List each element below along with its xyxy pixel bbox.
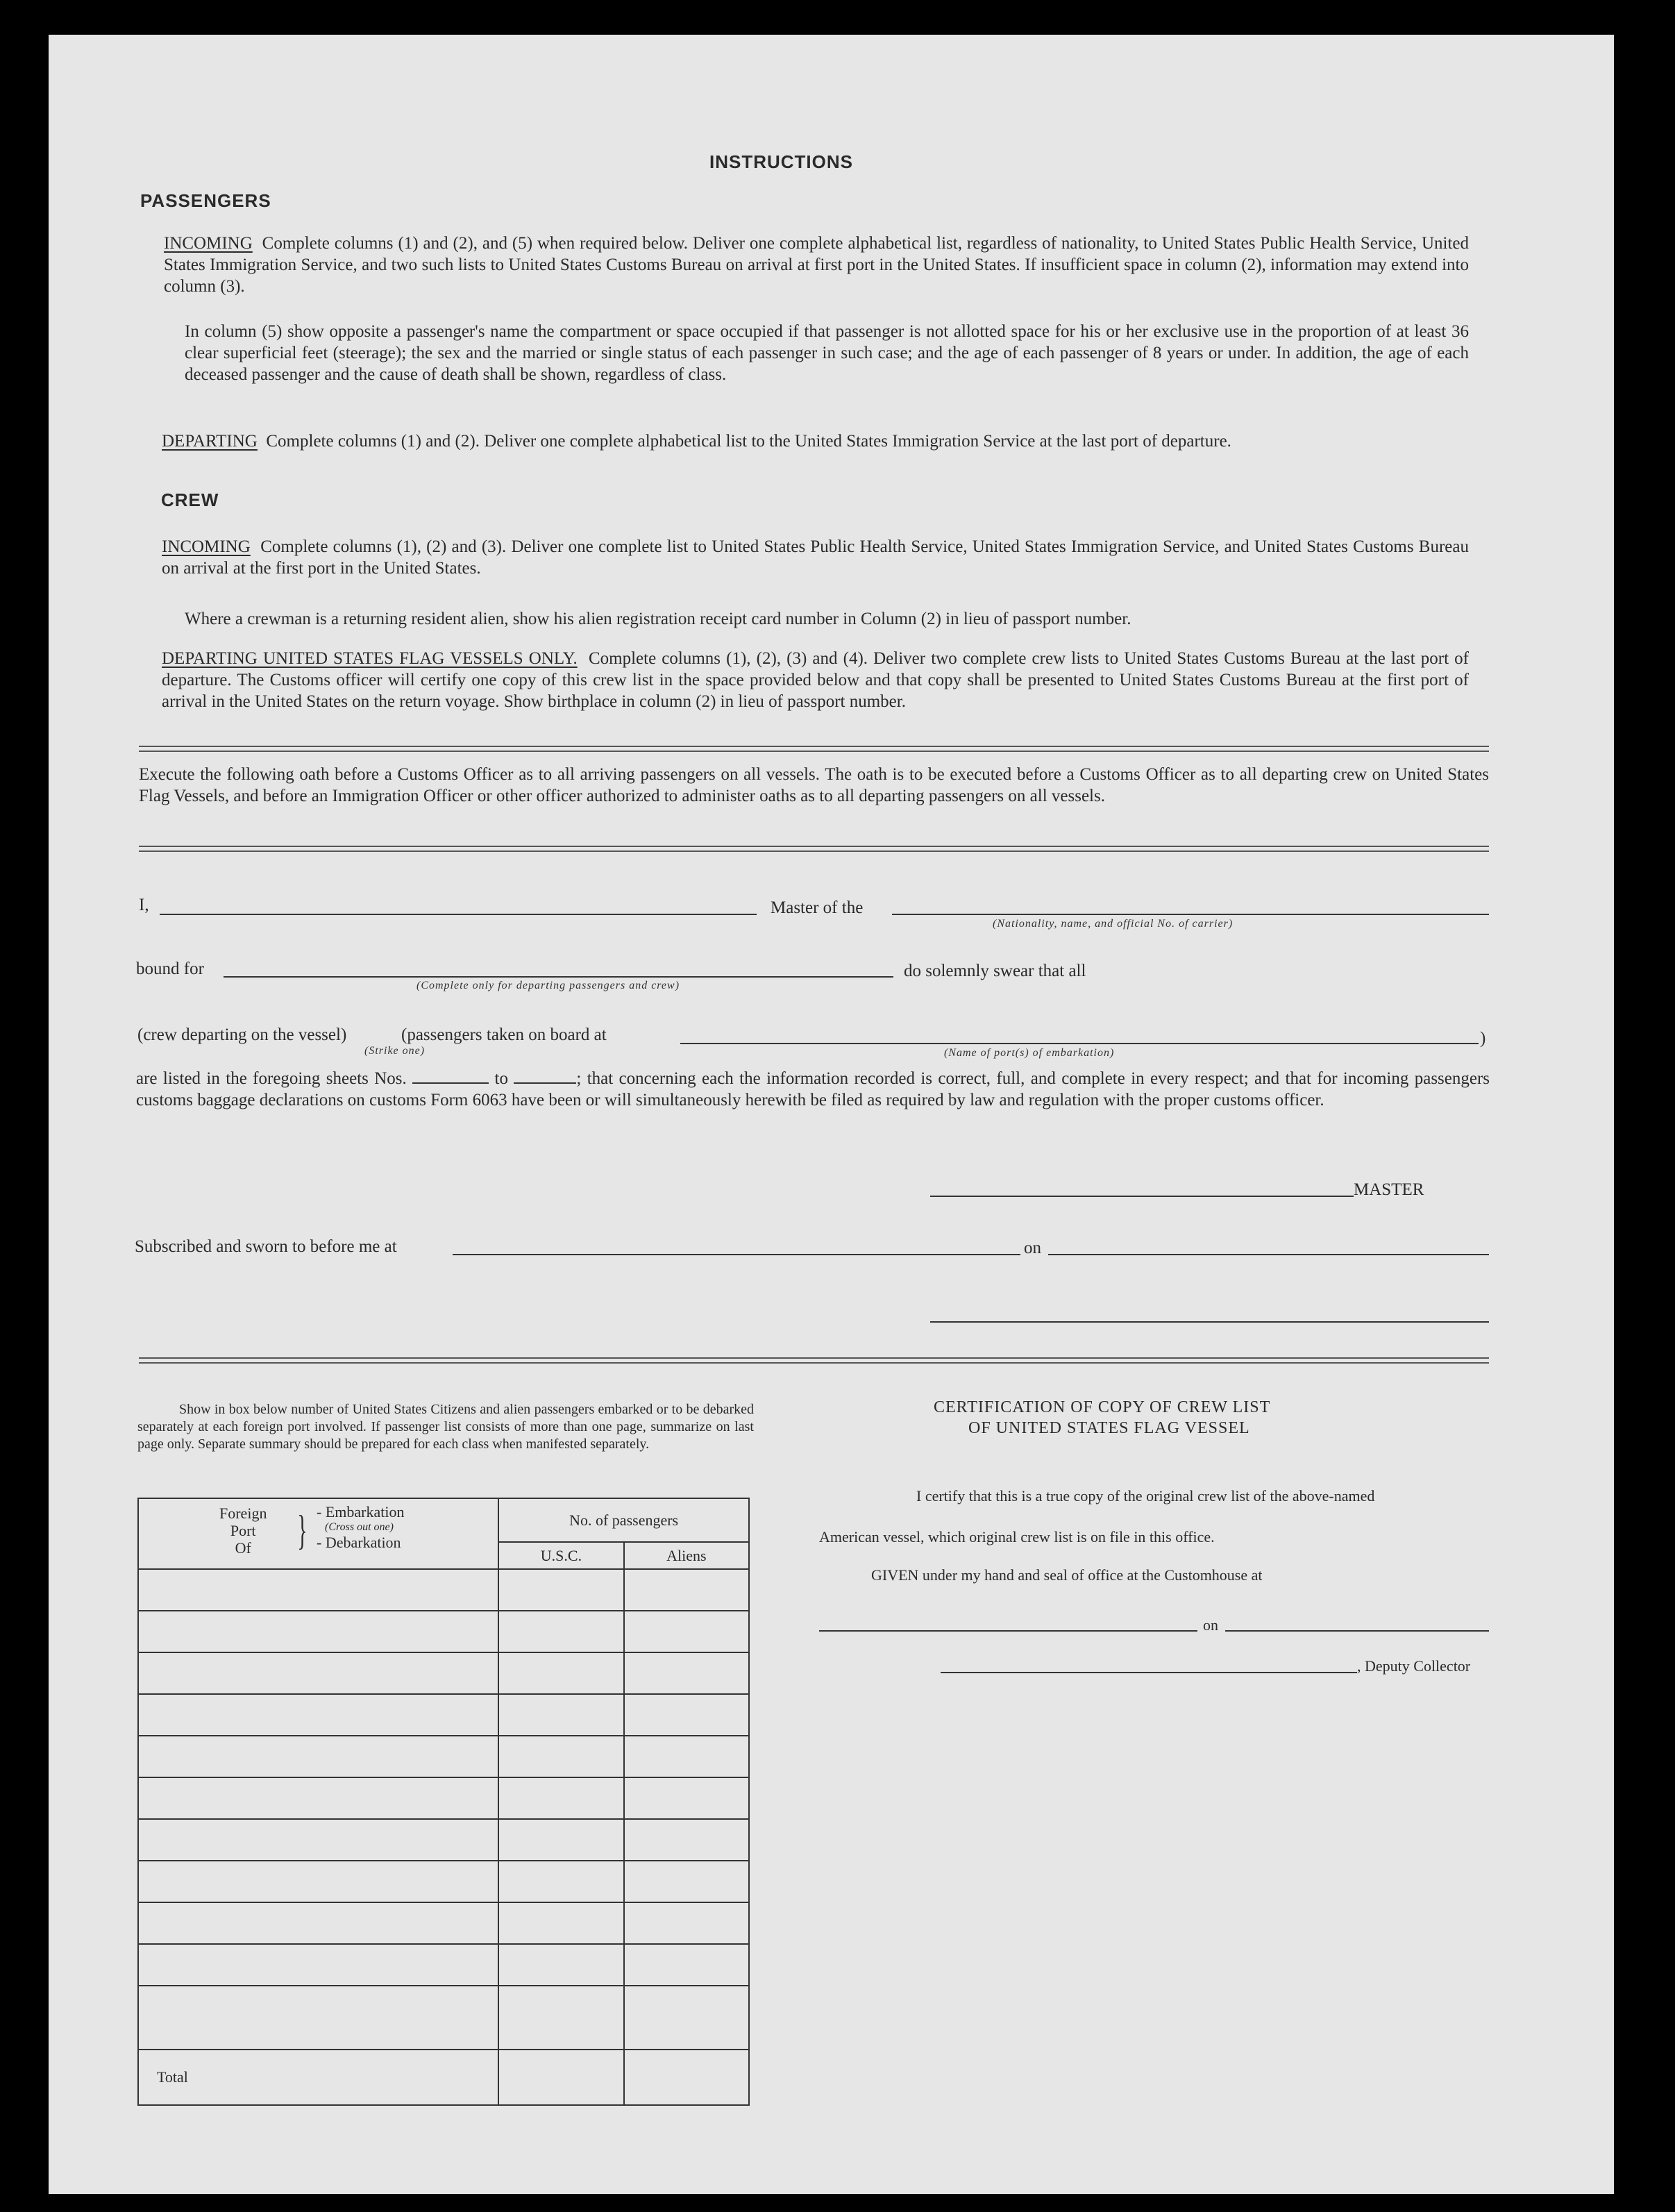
crew-heading: CREW xyxy=(161,489,219,510)
certification-title-1: CERTIFICATION OF COPY OF CREW LIST xyxy=(934,1398,1271,1416)
table-row xyxy=(138,1944,749,1986)
listed-start: are listed in the foregoing sheets Nos. xyxy=(136,1069,407,1088)
port-cell[interactable] xyxy=(138,1902,498,1944)
certification-on-label: on xyxy=(1203,1616,1218,1634)
usc-cell[interactable] xyxy=(498,1652,623,1694)
certification-date-field[interactable] xyxy=(1225,1630,1489,1632)
table-row xyxy=(138,1819,749,1861)
port-cell[interactable] xyxy=(138,1777,498,1819)
aliens-cell[interactable] xyxy=(624,1652,749,1694)
no-of-passengers-header: No. of passengers xyxy=(498,1498,749,1542)
swear-text: do solemnly swear that all xyxy=(904,962,1086,980)
usc-cell[interactable] xyxy=(498,1944,623,1986)
sworn-place-field[interactable] xyxy=(453,1254,1020,1255)
total-row xyxy=(138,2050,749,2105)
master-label: MASTER xyxy=(1354,1180,1424,1199)
carrier-field[interactable] xyxy=(892,914,1489,915)
master-of-the-label: Master of the xyxy=(771,898,864,917)
crew-departing-label: DEPARTING UNITED STATES FLAG VESSELS ONLY. xyxy=(162,649,578,668)
passengers-departing-label: DEPARTING xyxy=(162,432,258,451)
divider xyxy=(139,1357,1489,1364)
crew-incoming-label: INCOMING xyxy=(162,537,251,556)
subscribed-label: Subscribed and sworn to before me at xyxy=(135,1237,397,1256)
total-aliens-cell[interactable] xyxy=(624,2050,749,2105)
embarkation-option: - Embarkation xyxy=(317,1503,405,1520)
aliens-header: Aliens xyxy=(624,1542,749,1569)
crew-resident-paragraph: Where a crewman is a returning resident alien, show his alien registration receipt card number in Column (2) in lieu of passport number. xyxy=(185,610,1131,628)
oath-i-label: I, xyxy=(139,896,149,914)
sworn-on-label: on xyxy=(1024,1239,1041,1257)
usc-cell[interactable] xyxy=(498,1611,623,1652)
officer-signature-field[interactable] xyxy=(930,1321,1489,1323)
usc-cell[interactable] xyxy=(498,1694,623,1736)
foreign-port-of xyxy=(219,1505,267,1557)
instructions-title: INSTRUCTIONS xyxy=(709,151,853,172)
sheet-from-field[interactable] xyxy=(412,1071,489,1084)
table-row xyxy=(138,1736,749,1777)
passengers-incoming-label: INCOMING xyxy=(164,234,253,253)
brace-icon: } xyxy=(297,1507,308,1553)
usc-cell[interactable] xyxy=(498,1902,623,1944)
of-text: Of xyxy=(235,1539,251,1557)
summary-instructions: Show in box below number of United States Citizens and alien passengers embarked or to be debarked separately at each foreign port involved. If passenger list consists of more than one page, summarize on last page only. Separate summary should be prepared for each class when manifested separately. xyxy=(137,1402,754,1452)
port-cell[interactable] xyxy=(138,1986,498,2050)
port-text: Port xyxy=(230,1522,256,1539)
aliens-cell[interactable] xyxy=(624,1611,749,1652)
aliens-cell[interactable] xyxy=(624,1736,749,1777)
total-label: Total xyxy=(138,2050,498,2105)
usc-cell[interactable] xyxy=(498,1986,623,2050)
aliens-cell[interactable] xyxy=(624,1944,749,1986)
embark-debark-options xyxy=(317,1505,404,1550)
usc-cell[interactable] xyxy=(498,1736,623,1777)
table-row xyxy=(138,1986,749,2050)
passengers-departing-text: Complete columns (1) and (2). Deliver one complete alphabetical list to the United States Immigration Service at the last port of departure. xyxy=(266,432,1231,451)
bound-for-note: (Complete only for departing passengers and crew) xyxy=(416,980,680,991)
cross-out-note: (Cross out one) xyxy=(325,1521,394,1533)
crew-incoming-paragraph xyxy=(162,536,1469,579)
given-line: GIVEN under my hand and seal of office at the Customhouse at xyxy=(871,1566,1263,1584)
port-cell[interactable] xyxy=(138,1611,498,1652)
port-cell[interactable] xyxy=(138,1944,498,1986)
embarkation-ports-field[interactable] xyxy=(680,1043,1479,1044)
crew-departing-paragraph xyxy=(162,648,1469,712)
master-signature-field[interactable] xyxy=(930,1196,1354,1197)
port-cell[interactable] xyxy=(138,1569,498,1611)
aliens-cell[interactable] xyxy=(624,1777,749,1819)
sworn-date-field[interactable] xyxy=(1048,1254,1489,1255)
usc-header: U.S.C. xyxy=(498,1542,623,1569)
table-row xyxy=(138,1652,749,1694)
aliens-cell[interactable] xyxy=(624,1819,749,1861)
crew-departing-option: (crew departing on the vessel) xyxy=(137,1025,347,1044)
crew-departing-text: Complete columns (1), (2), (3) and (4). Deliver two complete crew lists to United States Customs Bureau at the last port of departure. The Customs officer will certify one copy of this crew list in the space provided below and that copy shall be presented to United States Customs Bureau at the first port of arrival in the United States on the return voyage. Show birthplace in column (2) in lieu of passport number. xyxy=(162,649,1469,711)
certification-title-2: OF UNITED STATES FLAG VESSEL xyxy=(968,1419,1250,1437)
table-row xyxy=(138,1902,749,1944)
divider xyxy=(139,846,1489,852)
table-row xyxy=(138,1569,749,1611)
foreign-text: Foreign xyxy=(219,1505,267,1522)
deputy-collector-label: , Deputy Collector xyxy=(1357,1657,1471,1675)
listed-paragraph xyxy=(136,1068,1490,1111)
bound-for-field[interactable] xyxy=(224,976,893,978)
column5-paragraph: In column (5) show opposite a passenger's name the compartment or space occupied if that passenger is not allotted space for his or her exclusive use in the proportion of at least 36 clear superficial feet (steerage); the sex and the married or single status of each passenger in such case; and the age of each passenger of 8 years or under. In addition, the age of each deceased passenger and the cause of death shall be shown, regardless of class. xyxy=(185,322,1469,384)
table-row xyxy=(138,1694,749,1736)
embarkation-note: (Name of port(s) of embarkation) xyxy=(944,1047,1115,1059)
aliens-cell[interactable] xyxy=(624,1902,749,1944)
passengers-incoming-text: Complete columns (1) and (2), and (5) when required below. Deliver one complete alphabetical list, regardless of nationality, to United States Public Health Service, United States Immigration Service, and two such lists to United States Customs Bureau on arrival at first port in the United States. If insufficient space in column (2), information may extend into column (3). xyxy=(164,234,1470,296)
usc-cell[interactable] xyxy=(498,1777,623,1819)
table-row xyxy=(138,1861,749,1902)
usc-cell[interactable] xyxy=(498,1569,623,1611)
oath-intro: Execute the following oath before a Customs Officer as to all arriving passengers on all vessels. The oath is to be executed before a Customs Officer as to all departing crew on United States Flag Vessels, and before an Immigration Officer or other officer authorized to administer oaths as to all departing passengers on all vessels. xyxy=(139,765,1489,805)
to-label: to xyxy=(494,1069,508,1088)
bound-for-label: bound for xyxy=(136,960,204,978)
passengers-taken-option: (passengers taken on board at xyxy=(401,1025,607,1044)
divider xyxy=(139,746,1489,752)
aliens-cell[interactable] xyxy=(624,1569,749,1611)
usc-cell[interactable] xyxy=(498,1819,623,1861)
usc-cell[interactable] xyxy=(498,1861,623,1902)
certify-line-2: American vessel, which original crew list is on file in this office. xyxy=(819,1528,1215,1545)
port-cell[interactable] xyxy=(138,1861,498,1902)
passenger-summary-table xyxy=(137,1498,750,2106)
customhouse-place-field[interactable] xyxy=(819,1630,1197,1632)
carrier-note: (Nationality, name, and official No. of carrier) xyxy=(993,918,1234,930)
master-name-field[interactable] xyxy=(160,914,757,915)
port-cell[interactable] xyxy=(138,1694,498,1736)
passengers-departing-paragraph xyxy=(162,430,1469,452)
debarkation-option: - Debarkation xyxy=(317,1534,401,1551)
aliens-cell[interactable] xyxy=(624,1861,749,1902)
port-cell[interactable] xyxy=(138,1736,498,1777)
listed-rest: ; that concerning each the information recorded is correct, full, and complete in every respect; and that for incoming passengers customs baggage declarations on customs Form 6063 have been or will simultaneously herewith be filed as required by law and regulation with the proper customs officer. xyxy=(136,1069,1490,1109)
strike-one-note: (Strike one) xyxy=(364,1045,426,1057)
table-row xyxy=(138,1777,749,1819)
port-cell[interactable] xyxy=(138,1819,498,1861)
certify-line-1: I certify that this is a true copy of the original crew list of the above-named xyxy=(916,1487,1375,1505)
passengers-heading: PASSENGERS xyxy=(140,190,271,211)
crew-incoming-text: Complete columns (1), (2) and (3). Deliver one complete list to United States Public Health Service, United States Immigration Service, and United States Customs Bureau on arrival at the first port in the United States. xyxy=(162,537,1469,578)
port-header-cell xyxy=(138,1498,498,1569)
table-row xyxy=(138,1611,749,1652)
aliens-cell[interactable] xyxy=(624,1694,749,1736)
passengers-incoming-paragraph xyxy=(164,233,1469,297)
document-page xyxy=(49,35,1614,2194)
close-paren: ) xyxy=(1480,1029,1486,1048)
sheet-to-field[interactable] xyxy=(514,1071,576,1084)
aliens-cell[interactable] xyxy=(624,1986,749,2050)
deputy-signature-field[interactable] xyxy=(941,1672,1357,1673)
total-usc-cell[interactable] xyxy=(498,2050,623,2105)
port-cell[interactable] xyxy=(138,1652,498,1694)
